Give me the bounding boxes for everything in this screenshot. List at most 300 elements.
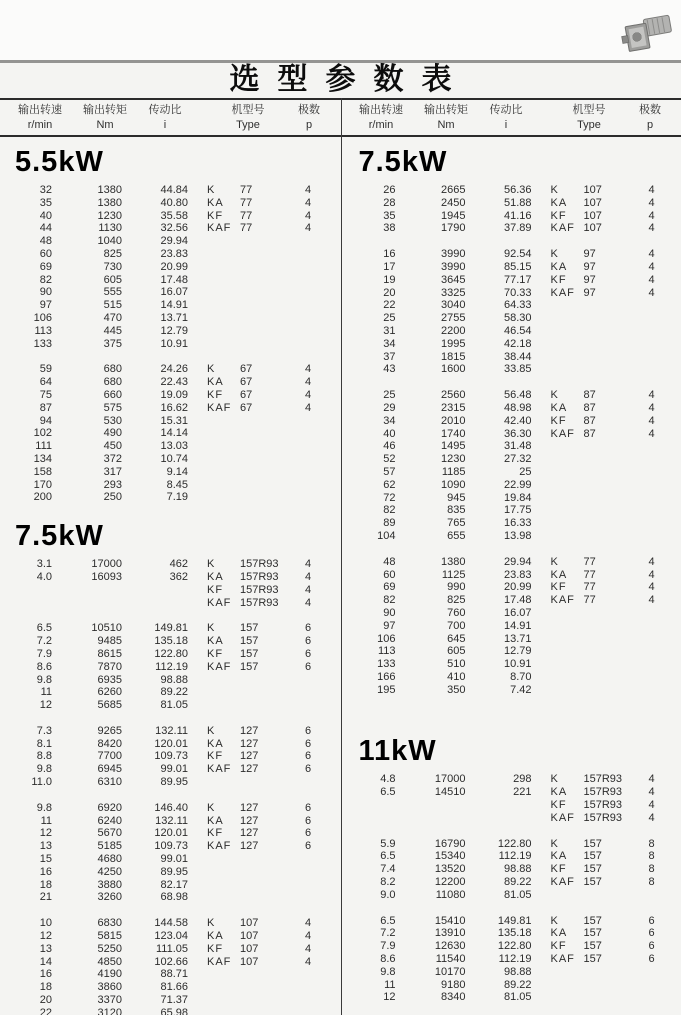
cell-speed: 52 [383,453,396,466]
cell-ratio: 17.48 [160,273,188,286]
cell-ratio: 112.19 [498,953,532,966]
cell-torque: 11080 [435,888,466,901]
cell-speed: 4.0 [36,570,52,583]
table-row [344,428,681,441]
cell-poles [642,991,662,1004]
cell-poles: 6 [648,914,655,927]
cell-speed: 17 [383,260,396,273]
power-heading: 11kW [358,735,437,768]
cell-speed: 102 [33,427,52,440]
cell-ratio: 17.48 [503,594,532,607]
cell-size: 127 [240,840,259,853]
cell-ratio: 122.80 [497,940,532,953]
cell-size [584,607,642,620]
cell-type: K [550,555,559,568]
header-type-zh: 机型号 [572,104,606,116]
cell-torque: 3860 [97,981,122,994]
cell-torque: 990 [447,581,466,594]
cell-type [532,530,584,543]
table-row [0,299,340,312]
cell-poles: 6 [304,635,312,648]
table-row [0,402,340,415]
cell-speed: 9.8 [36,801,52,814]
cell-poles [298,299,318,312]
cell-ratio: 56.48 [503,389,532,402]
cell-speed: 7.2 [36,635,52,648]
cell-ratio: 89.95 [160,776,188,789]
cell-type [532,325,584,338]
cell-poles: 4 [648,773,655,786]
header-output-speed [341,103,421,135]
cell-type [188,466,240,479]
cell-poles: 4 [648,594,655,607]
cell-size [584,299,642,312]
cell-torque: 12630 [434,940,466,953]
table-row [0,376,340,389]
cell-type: KAF [207,222,232,235]
cell-torque: 15340 [434,850,466,863]
cell-type: K [207,801,216,814]
table-row [344,530,681,543]
cell-type [188,994,240,1007]
cell-torque: 7700 [97,750,122,763]
cell-type: K [207,724,216,737]
table-row [0,415,340,428]
table-row [0,248,340,261]
cell-poles: 4 [648,196,655,209]
cell-ratio: 8.70 [510,670,532,683]
header-ratio-unit: i [163,119,167,131]
table-row [344,299,681,312]
cell-size [240,491,298,504]
table-row [0,286,340,299]
table-row [344,363,681,376]
cell-ratio: 98.88 [160,673,188,686]
cell-ratio: 19.09 [160,388,188,401]
cell-size: 77 [583,594,596,607]
cell-type: KF [207,750,224,763]
cell-torque: 4190 [97,968,122,981]
cell-speed: 35 [39,196,52,209]
cell-torque: 3040 [441,299,466,312]
cell-torque: 1380 [441,555,466,568]
cell-speed: 40 [39,209,52,222]
cell-torque: 2200 [441,324,466,337]
cell-torque: 1995 [441,337,466,350]
cell-type: KAF [207,596,232,609]
cell-torque: 2560 [441,389,466,402]
cell-poles: 6 [304,647,312,660]
cell-poles [298,686,318,699]
cell-ratio: 22.43 [160,376,188,389]
cell-type [532,338,584,351]
cell-size: 77 [583,568,596,581]
cell-type: KA [550,786,568,799]
cell-poles: 4 [304,917,312,930]
cell-poles: 4 [648,389,655,402]
cell-speed [0,597,52,610]
cell-type [532,607,584,620]
table-row [344,658,681,671]
cell-size: 157R93 [583,811,623,824]
cell-ratio: 102.66 [154,955,188,968]
cell-torque: 3645 [441,273,466,286]
cell-ratio: 42.40 [503,414,532,427]
cell-ratio: 14.91 [503,619,532,632]
cell-ratio: 68.98 [160,891,188,904]
cell-type: KAF [207,840,232,853]
cell-type: KAF [550,286,575,299]
cell-ratio: 12.79 [160,324,188,337]
cell-ratio: 135.18 [154,635,188,648]
cell-poles: 4 [304,401,312,414]
cell-torque: 1740 [441,427,466,440]
cell-type: KF [550,863,567,876]
cell-speed: 48 [383,555,396,568]
cell-poles [642,979,662,992]
table-row [0,853,340,866]
cell-ratio: 22.99 [503,478,532,491]
cell-poles [642,312,662,325]
cell-poles: 4 [304,942,312,955]
cell-ratio: 81.05 [503,888,532,901]
cell-size: 157 [240,647,259,660]
cell-poles: 4 [648,222,655,235]
table-row [344,222,681,235]
cell-ratio: 221 [513,786,532,799]
cell-ratio: 85.15 [503,260,532,273]
cell-size [240,286,298,299]
cell-size: 157R93 [240,583,279,596]
cell-size: 77 [240,196,253,209]
cell-ratio: 13.71 [503,632,532,645]
cell-torque: 700 [447,619,466,632]
cell-speed: 111 [35,440,52,453]
cell-ratio: 14.91 [160,299,188,312]
header-output-torque [80,103,130,135]
cell-poles [642,440,662,453]
cell-size [584,684,642,697]
cell-type [532,492,584,505]
cell-size [584,517,642,530]
cell-size [584,440,642,453]
cell-torque: 5685 [97,699,122,712]
cell-poles [298,466,318,479]
table-row [344,773,681,786]
cell-size [584,979,642,992]
cell-speed: 13 [39,942,52,955]
cell-ratio: 112.19 [155,660,188,673]
cell-speed: 29 [383,401,396,414]
cell-torque: 17000 [434,773,466,786]
cell-ratio: 149.81 [154,622,188,635]
table-row [0,686,340,699]
cell-torque: 1040 [97,235,122,248]
cell-type [188,699,240,712]
cell-type [532,351,584,364]
table-row [344,671,681,684]
cell-speed: 158 [33,465,52,478]
header-output-torque-unit: Nm [437,119,455,131]
cell-poles [298,274,318,287]
cell-poles [642,479,662,492]
cell-ratio: 29.94 [160,235,188,248]
cell-poles [642,338,662,351]
cell-poles: 6 [304,622,312,635]
cell-torque: 293 [103,478,122,491]
cell-size: 157 [583,876,602,889]
cell-ratio: 462 [169,558,188,571]
table-row [344,991,681,1004]
header-poles [637,103,663,135]
cell-size [240,686,298,699]
cell-ratio: 122.80 [497,837,532,850]
cell-ratio: 31.48 [503,440,532,453]
cell-size [240,866,298,879]
cell-type [532,658,584,671]
cell-ratio: 81.66 [160,981,188,994]
cell-type [188,879,240,892]
cell-ratio: 10.74 [160,452,188,465]
cell-torque: 6920 [97,801,122,814]
cell-size: 157R93 [583,773,623,786]
cell-type: K [550,837,559,850]
cell-type: K [207,917,216,930]
cell-type: KA [550,927,568,940]
cell-type [188,312,240,325]
cell-poles: 8 [648,863,655,876]
cell-size [584,633,642,646]
header-type [541,103,637,135]
header-output-speed-unit: r/min [368,119,394,131]
cell-type [188,415,240,428]
cell-ratio: 89.22 [503,876,532,889]
cell-size: 87 [583,427,596,440]
cell-speed: 72 [383,491,396,504]
cell-ratio: 16.07 [503,606,532,619]
table-row [0,750,340,763]
cell-size [240,994,298,1007]
cell-torque [52,597,122,610]
cell-type: K [550,184,559,196]
cell-torque: 16790 [434,837,466,850]
cell-torque: 7870 [97,660,122,673]
cell-type: KA [550,850,568,863]
cell-type [188,479,240,492]
cell-type [188,968,240,981]
cell-ratio: 109.73 [154,750,188,763]
table-row [344,492,681,505]
row-group [0,725,340,789]
cell-poles: 6 [648,953,655,966]
cell-ratio: 132.11 [155,814,188,827]
cell-size [584,671,642,684]
header-type-en: Type [577,119,601,131]
cell-type [532,620,584,633]
cell-torque: 3120 [97,1006,122,1015]
table-row [344,581,681,594]
cell-torque: 760 [447,606,466,619]
cell-type: KAF [207,401,232,414]
cell-poles: 4 [648,184,655,196]
cell-type: KAF [550,953,575,966]
header-type-zh: 机型号 [231,104,265,116]
cell-poles [298,491,318,504]
cell-ratio: 20.99 [160,260,188,273]
cell-size: 157 [583,940,602,953]
cell-type: KA [207,930,224,943]
cell-torque: 1600 [441,363,466,376]
header-ratio-unit: i [504,119,508,131]
table-row [344,402,681,415]
cell-speed: 31 [383,324,396,337]
cell-size [240,776,298,789]
table-row [0,776,340,789]
page-title: 选型参数表 [229,63,470,96]
cell-speed: 48 [39,235,52,248]
cell-size: 67 [240,401,253,414]
cell-ratio [466,799,532,812]
cell-ratio: 16.62 [160,401,188,414]
cell-torque: 3260 [97,891,122,904]
cell-poles [298,866,318,879]
table-row [344,248,681,261]
cell-size [584,991,642,1004]
cell-type: K [207,363,216,376]
cell-size: 157R93 [583,786,623,799]
cell-speed [344,799,396,812]
cell-type: KAF [207,763,232,776]
cell-size [584,479,642,492]
row-group [0,622,340,712]
cell-ratio: 7.19 [166,491,188,504]
cell-size [240,968,298,981]
cell-speed: 25 [383,312,396,325]
cell-poles: 6 [304,660,312,673]
cell-type: KF [550,209,567,222]
cell-poles [642,492,662,505]
cell-speed: 35 [383,209,396,222]
cell-type: K [207,184,216,196]
cell-type [188,274,240,287]
cell-ratio: 99.01 [160,853,188,866]
cell-ratio: 10.91 [503,658,532,671]
cell-size: 107 [240,917,259,930]
cell-poles: 4 [304,558,312,571]
table-row [0,648,340,661]
cell-ratio: 17.75 [503,504,532,517]
cell-torque: 350 [447,683,466,696]
table-row [0,891,340,904]
header-poles-en: p [646,119,654,131]
cell-torque: 4850 [97,955,122,968]
cell-speed: 87 [39,401,52,414]
cell-ratio: 89.22 [503,978,532,991]
cell-poles [642,299,662,312]
cell-type: KA [550,196,568,209]
cell-speed: 75 [39,388,52,401]
cell-size [584,620,642,633]
cell-poles: 4 [648,799,655,812]
cell-speed: 22 [383,299,396,312]
cell-torque: 2755 [441,312,466,325]
cell-torque: 2665 [441,184,466,196]
cell-size: 157 [583,850,602,863]
table-row [344,440,681,453]
cell-speed: 18 [39,981,52,994]
cell-size: 77 [240,209,253,222]
cell-size [240,312,298,325]
cell-ratio: 7.42 [510,683,532,696]
table-row [344,389,681,402]
header-ratio [130,103,200,135]
header-output-speed [0,103,80,135]
cell-size: 157 [240,622,259,635]
cell-poles [642,658,662,671]
cell-type [532,966,584,979]
power-section [0,145,340,504]
cell-size: 157R93 [240,570,279,583]
cell-ratio: 25 [519,465,532,478]
cell-poles: 6 [304,763,312,776]
cell-speed: 7.9 [380,940,396,953]
table-row [344,466,681,479]
table-row [0,738,340,751]
cell-ratio: 99.01 [160,763,188,776]
cell-poles: 4 [648,260,655,273]
cell-ratio: 23.83 [160,247,188,260]
cell-type: KAF [550,427,575,440]
cell-speed: 12 [39,827,52,840]
cell-torque: 605 [103,273,122,286]
cell-speed: 59 [39,363,52,376]
header-output-speed-zh: 输出转速 [18,104,62,116]
cell-ratio: 27.32 [503,453,532,466]
cell-size: 87 [583,401,596,414]
cell-poles [642,645,662,658]
cell-size: 97 [583,260,596,273]
cell-size [584,466,642,479]
cell-ratio: 14.14 [160,427,188,440]
cell-speed: 60 [383,568,396,581]
cell-speed: 82 [383,594,396,607]
cell-speed: 11 [384,978,396,991]
cell-size [584,453,642,466]
cell-torque: 375 [103,337,122,350]
cell-type [188,427,240,440]
cell-torque: 1125 [441,568,466,581]
table-row [0,968,340,981]
cell-torque: 4680 [97,853,122,866]
cell-poles: 4 [648,786,655,799]
cell-size: 127 [240,724,259,737]
cell-ratio: 36.30 [503,427,532,440]
cell-torque: 605 [447,645,466,658]
cell-size [584,312,642,325]
cell-speed: 69 [383,581,396,594]
cell-torque: 6945 [97,763,122,776]
cell-size: 67 [240,363,253,376]
table-row [344,979,681,992]
left-table [0,137,340,1015]
table-row [344,915,681,928]
cell-size [240,1007,298,1015]
cell-size: 77 [583,581,596,594]
cell-ratio: 42.18 [503,337,532,350]
cell-size: 157 [583,837,602,850]
cell-size: 97 [583,248,596,261]
cell-poles [298,674,318,687]
